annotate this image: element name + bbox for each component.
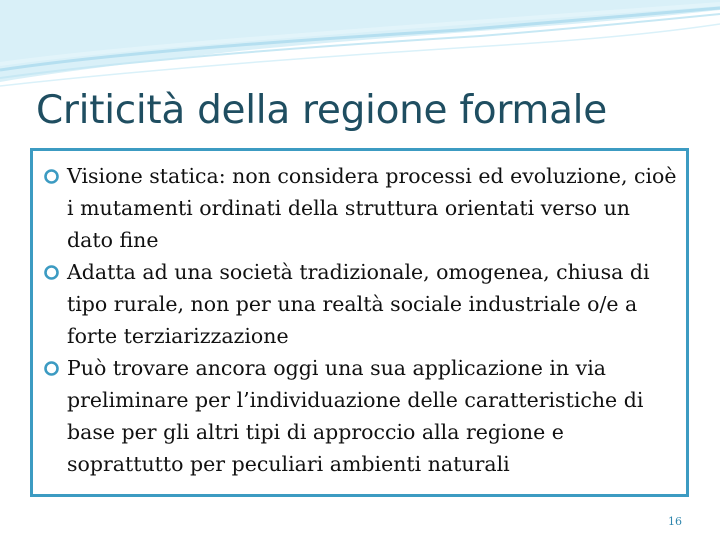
bullet-list — [41, 160, 681, 480]
bullet-text-3: Può trovare ancora oggi una sua applicazione in via preliminare per l’individuazione delle caratteristiche di base per gli altri tipi di approccio alla regione e soprattutto per peculiari ambienti naturali — [67, 356, 644, 476]
slide-title: Criticità della regione formale — [36, 88, 607, 133]
page-number: 16 — [668, 515, 682, 528]
header-wave-decoration — [0, 0, 720, 95]
circle-outline-icon — [43, 264, 60, 281]
bullet-text-2: Adatta ad una società tradizionale, omogenea, chiusa di tipo rurale, non per una realtà sociale industriale o/e a forte terziarizzazione — [67, 260, 650, 348]
circle-outline-icon — [43, 360, 60, 377]
content-frame — [30, 148, 689, 497]
bullet-item-3 — [41, 352, 681, 480]
bullet-text-1: Visione statica: non considera processi ed evoluzione, cioè i mutamenti ordinati della struttura orientati verso un dato fine — [67, 164, 677, 252]
bullet-item-1 — [41, 160, 681, 256]
bullet-item-2 — [41, 256, 681, 352]
circle-outline-icon — [43, 168, 60, 185]
